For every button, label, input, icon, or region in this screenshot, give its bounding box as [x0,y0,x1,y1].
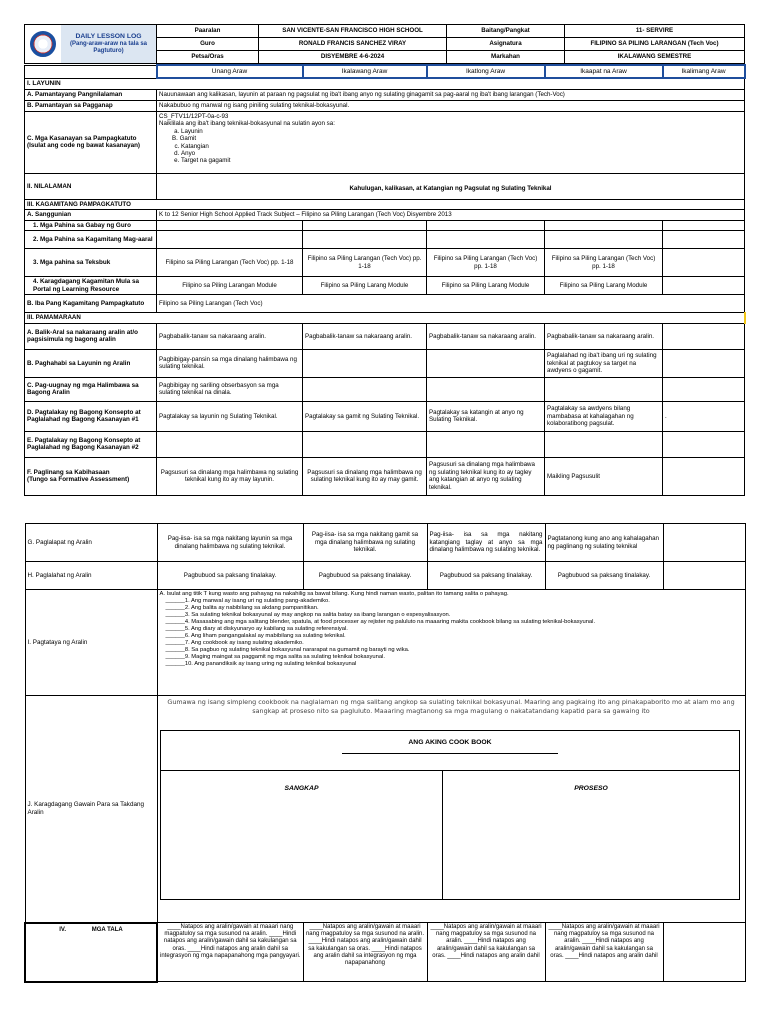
j-label: J. Karagdagang Gawain Para sa Takdang Aralin [25,696,157,923]
day-1-header: Unang Araw [157,65,303,78]
d-label: D. Pagtalakay ng Bagong Konsepto at Paglalahad ng Bagong Kasanayan #1 [25,401,157,431]
proseso-column [443,771,739,900]
quiz-item: ______9. Maging maingat sa paggamit ng mga salita sa sulating teknikal bokasyunal. [165,653,385,660]
cookbook-columns [161,771,739,900]
day-5-header: Ikalimang Araw [663,65,745,78]
balik-day-4: Pagbabalik-tanaw sa nakaraang aralin. [545,323,663,349]
layunin-heading: I. LAYUNIN [25,78,745,89]
tala-day-1: ____Natapos ang aralin/gawain at maaari nang magpatuloy sa mga susunod na aralin. ____Hindi natapos ang aralin/gawain dahil sa kakulangan sa oras. ____Hindi natapos ang aralin dahil sa integrasyon ng mga napapanahong mga pangyayari. [157,923,303,982]
sanggunian-label: A. Sanggunian [25,210,157,221]
kagamitan-heading: III. KAGAMITANG PAMPAGKATUTO [25,199,745,209]
sangkap-column [161,771,443,900]
lesson-table [24,64,746,496]
iba-label: B. Iba Pang Kagamitang Pampagkatuto [25,295,157,313]
baitang-value: 11- SERVIRE [565,25,745,38]
kasanayan-cell [157,111,745,173]
teksbuk-day-3: Filipino sa Piling Larangan (Tech Voc) pp. 1-18 [427,249,545,277]
kasanayan-code: CS_FTV11/12PT-0a-c-93 [159,112,229,120]
kasanayan-item: e. Target na gagamit [181,157,742,164]
baitang-label: Baitang/Pangkat [447,25,565,38]
paaralan-value: SAN VICENTE-SAN FRANCISCO HIGH SCHOOL [259,25,447,38]
kasanayan-item: c. Katangian [181,143,742,150]
asignatura-label: Asignatura [447,38,565,51]
quiz-item: ______5. Ang diary at diskyunaryo ay kabilang sa sulating referensiyal. [165,625,348,632]
cookbook-title: ANG AKING COOK BOOK [408,739,492,746]
balik-day-1: Pagbabalik-tanaw sa nakaraang aralin. [157,323,303,349]
d-day-5: . [663,401,745,431]
pag-uugnay-label: C. Pag-uugnay ng mga Halimbawa sa Bagong Aralin [25,377,157,401]
balik-day-2: Pagbabalik-tanaw sa nakaraang aralin. [303,323,427,349]
teksbuk-label: 3. Mga pahina sa Teksbuk [25,249,157,277]
proseso-heading: PROSESO [574,785,608,792]
pagganap-label: B. Pamantayan sa Pagganap [25,100,157,111]
portal-day-3: Filipino sa Piling Larang Module [427,277,545,295]
guro-value: RONALD FRANCIS SANCHEZ VIRAY [259,38,447,51]
log-title: DAILY LESSON LOG [75,32,142,40]
balik-day-3: Pagbabalik-tanaw sa nakaraang aralin. [427,323,545,349]
markahan-value: IKALAWANG SEMESTRE [565,51,745,64]
petsa-value: DISYEMBRE 4-6-2024 [259,51,447,64]
nilalaman-label: II. NILALAMAN [25,173,157,199]
mga-tala-label-cell [25,923,157,982]
tala-day-3: ____Natapos ang aralin/gawain at maaari nang magpatuloy sa mga susunod na aralin. ____Hindi natapos ang aralin/gawain dahil sa kakulangan sa oras. ____Hindi natapos ang aralin dahil [427,923,545,982]
h-day-4: Pagbubuod sa paksang tinalakay. [545,562,663,590]
cookbook-title-area [161,731,739,771]
quiz-item: ______6. Ang liham pangangalakal ay mabibilang sa sulating teknikal. [165,632,346,639]
quiz-item: ______10. Ang panandiksik ay isang uring ng sulating teknikal bokasyunal [165,660,357,667]
h-day-3: Pagbubuod sa paksang tinalakay. [427,562,545,590]
kasanayan-item: d. Anyo [181,150,742,157]
portal-day-4: Filipino sa Piling Larang Module [545,277,663,295]
tala-day-2: ____Natapos ang aralin/gawain at maaari nang magpatuloy sa mga susunod na aralin. ____Hindi natapos ang aralin/gawain dahil sa kakulangan sa oras. ____Hindi natapos ang aralin dahil sa integrasyon ng mga napapanahong [303,923,427,982]
pamantayang-text: Nauunawaan ang kalikasan, layunin at paraan ng pagsulat ng iba't ibang anyo ng sulating ginagamit sa pag-aaral ng iba't ibang larangan (Tech-Voc) [157,89,745,100]
portal-day-1: Filipino sa Piling Larangan Module [157,277,303,295]
e-label: E. Pagtalakay ng Bagong Konsepto at Paglalahad ng Bagong Kasanayan #2 [25,431,157,457]
petsa-label: Petsa/Oras [157,51,259,64]
f-label-cell [25,457,157,495]
f-day-4: Maikling Pagsusulit [545,457,663,495]
mga-tala-label: MGA TALA [91,926,123,933]
tala-day-4: ____Natapos ang aralin/gawain at maaari nang magpatuloy sa mga susunod na aralin. ____Hindi natapos ang aralin/gawain dahil sa kakulangan sa oras. ____Hindi natapos ang aralin dahil [545,923,663,982]
header-table [24,24,745,64]
g-day-1: Pag-iisa- isa sa mga nakitang layunin sa mga dinalang halimbawa ng sulating teknikal. [157,524,303,562]
balik-label: A. Balik-Aral sa nakaraang aralin at/o pagsisimula ng bagong aralin [25,323,157,349]
iba-text: Filipino sa Piling Larangan (Tech Voc) [157,295,745,313]
i-quiz [157,590,745,696]
g-day-3: Pag-iisa- isa sa mga nakitang katangiang taglay at anyo sa mga dinalang halimbawa ng sulating teknikal. [427,524,545,562]
kasanayan-item: B. Gamit [172,135,197,143]
j-text: Gumawa ng isang simpleng cookbook na naglalaman ng mga salitang angkop sa sulating teknikal bokasyunal. Maaring ang pagkaing ito ang pinakapaborito mo at alam mo ang sangkap at proseso nito sa pagluluto. Maaaring magtanong sa mga magulang o nakatatandang kapatid para sa gawaing ito [167,698,735,715]
teksbuk-day-1: Filipino sa Piling Larangan (Tech Voc) pp. 1-18 [157,249,303,277]
page-one [24,24,744,496]
guro-label: Guro [157,38,259,51]
mga-tala-num: IV. [59,926,67,933]
log-subtitle: (Pang-araw-araw na tala sa Pagtuturo) [69,40,148,55]
cookbook-template [160,730,740,900]
g-day-4: Pagtatanong kung ano ang kahalagahan ng paglinang ng sulating teknikal [545,524,663,562]
kasanayan-intro: Naiklilala ang iba't ibang teknikal-bokasyunal na sulatin ayon sa: [159,120,335,128]
f-sub: (Tungo sa Formative Assessment) [27,476,130,484]
h-day-2: Pagbubuod sa paksang tinalakay. [303,562,427,590]
kasanayan-item: a. Layunin [181,128,742,135]
kasanayan-sub: (Isulat ang code ng bawat kasanayan) [27,142,141,150]
teksbuk-day-2: Filipino sa Piling Larangan (Tech Voc) pp. 1-18 [303,249,427,277]
markahan-label: Markahan [447,51,565,64]
d-day-3: Pagtalakay sa katangin at anyo ng Sulating Teknikal. [427,401,545,431]
kasanayan-label: C. Mga Kasanayan sa Pampagkatuto [27,134,137,142]
teksbuk-day-4: Filipino sa Piling Larangan (Tech Voc) pp. 1-18 [545,249,663,277]
quiz-item: ______1. Ang manwal ay isang uri ng sulating pang-akademiko. [165,597,330,604]
i-label: I. Pagtataya ng Aralin [25,590,157,696]
pag-uugnay-day-1: Pagbibigay ng sariling obserbasyon sa mga sulating teknikal na dinala. [157,377,303,401]
g-label: G. Paglalapat ng Aralin [25,524,157,562]
gabay-label: 1. Mga Pahina sa Gabay ng Guro [25,220,157,231]
g-day-2: Pag-iisa- isa sa mga nakitang gamit sa mga dinalang halimbawa ng sulating teknikal. [303,524,427,562]
quiz-item: ______2. Ang balita ay nabibilang sa akdang pampanitikan. [165,604,319,611]
h-label: H. Paglalahat ng Aralin [25,562,157,590]
d-day-1: Pagtalakay sa layunin ng Sulating Teknikal. [157,401,303,431]
sanggunian-text: K to 12 Senior High School Applied Track Subject – Filipino sa Piling Larangan (Tech Voc) Disyembre 2013 [157,210,745,221]
logo-cell [25,25,157,64]
day-3-header: Ikatlong Araw [427,65,545,78]
paghahabi-day-4: Paglalahad ng iba't ibang uri ng sulating teknikal at pagtukoy sa target na awdyens o gagamit. [545,349,663,377]
pamamaraan-heading: III. PAMAMARAAN [25,313,745,323]
pamantayang-label: A. Pamantayang Pangnilalaman [25,89,157,100]
kagamitang-mag-label: 2. Mga Pahina sa Kagamitang Mag-aaral [25,231,157,249]
deped-seal-icon [30,31,56,57]
pagganap-text: Nakabubuo ng manwal ng isang piniling sulating teknikal-bokasyunal. [157,100,745,111]
f-label: F. Paglinang sa Kabihasaan [27,468,110,476]
paaralan-label: Paaralan [157,25,259,38]
f-day-2: Pagsusuri sa dinalang mga halimbawa ng sulating teknikal kung ito ay may gamit. [303,457,427,495]
i-intro: A. Isulat ang titik T kung wasto ang pahayag na nakahilig sa bawat bilang. Kung hindi naman wasto, palitan ito tamang salita o pahayag. [159,591,509,597]
portal-day-2: Filipino sa Piling Larang Module [303,277,427,295]
kasanayan-label-cell [25,111,157,173]
day-2-header: Ikalawang Araw [303,65,427,78]
nilalaman-text: Kahulugan, kalikasan, at Katangian ng Pagsulat ng Sulating Teknikal [157,173,745,199]
f-day-1: Pagsusuri sa dinalang mga halimbawa ng sulating teknikal kung ito ay may layunin. [157,457,303,495]
paghahabi-label: B. Paghahabi sa Layunin ng Aralin [25,349,157,377]
day-4-header: Ikaapat na Araw [545,65,663,78]
quiz-item: ______3. Sa sulating teknikal bokasyunal ay may angkop na salita batay sa ibang larangan o espesyalisasyon. [165,611,451,618]
asignatura-value: FILIPINO SA PILING LARANGAN (Tech Voc) [565,38,745,51]
quiz-item: ______8. Sa pagbuo ng sulating teknikal bokasyunal nararapat na gumamit ng barayti ng wika. [165,646,410,653]
d-day-4: Pagtalakay sa awdyens bilang mambabasa at kahalagahan ng kolaboratibong pagsulat. [545,401,663,431]
h-day-1: Pagbubuod sa paksang tinalakay. [157,562,303,590]
paghahabi-day-1: Pagbibigay-pansin sa mga dinalang halimbawa ng sulating teknikal. [157,349,303,377]
quiz-item: ______7. Ang cookbook ay isang sulating akademiko. [165,639,304,646]
cookbook-title-line [342,753,558,754]
portal-label: 4. Karagdagang Kagamitan Mula sa Portal ng Learning Resource [25,277,157,295]
f-day-3: Pagsusuri sa dinalang mga halimbawa ng sulating teknikal kung ito ay tagley ang katangian at anyo ng sulating teknikal. [427,457,545,495]
d-day-2: Pagtalakay sa gamit ng Sulating Teknikal. [303,401,427,431]
sangkap-heading: SANGKAP [284,785,319,792]
quiz-item: ______4. Masasabing ang mga salitang blender, spatula, at food processer ay rejister ng paluluto na maaaring makita cookbook bilang sa sulating teknikal-bokasyunal. [165,618,596,625]
